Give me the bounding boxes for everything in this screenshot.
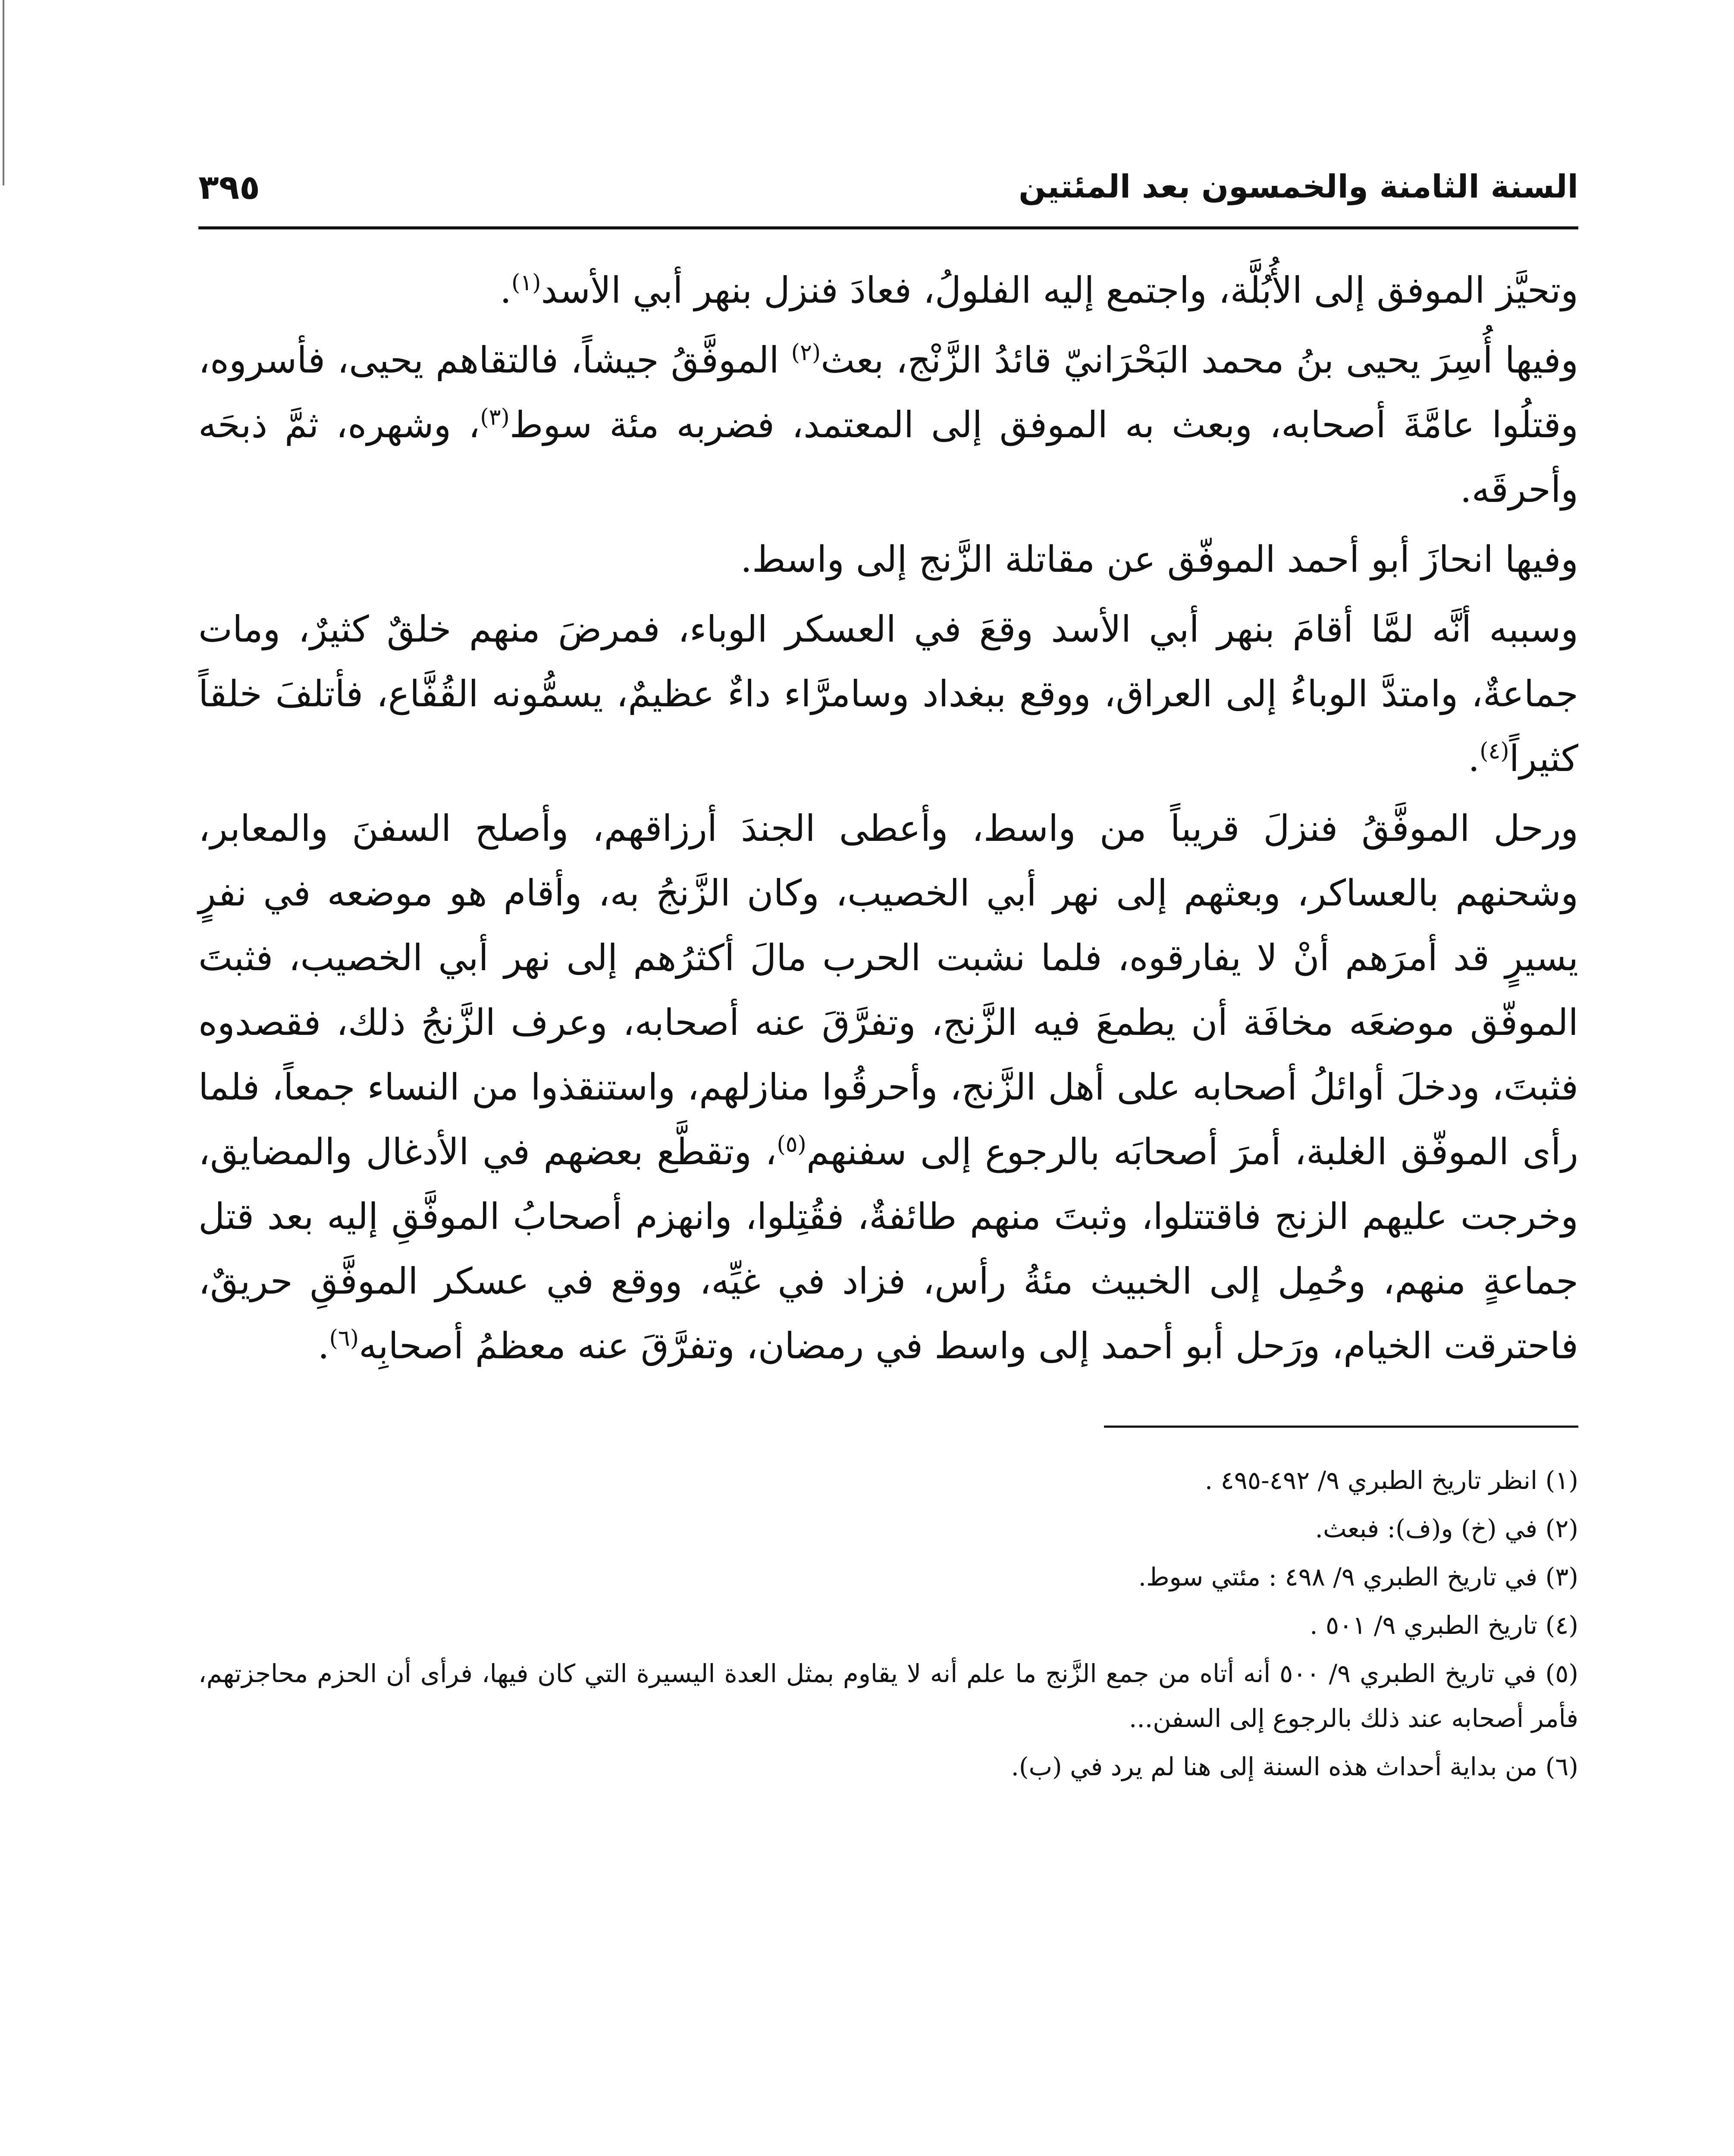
footnote-2: (٢) في (خ) و(ف): فبعث. bbox=[1315, 1514, 1578, 1543]
footnote-1: (١) انظر تاريخ الطبري ٩/ ٤٩٢-٤٩٥ . bbox=[1204, 1466, 1578, 1495]
paragraph-5 bbox=[198, 796, 1578, 1378]
footnote-ref: (١) bbox=[511, 270, 541, 296]
page-header bbox=[198, 142, 1578, 241]
paragraph-end: . bbox=[317, 1325, 329, 1367]
footnote-4: (٤) تاريخ الطبري ٩/ ٥٠١ . bbox=[1310, 1611, 1578, 1640]
header-rule bbox=[198, 226, 1578, 229]
paragraph-text: وتحيَّز الموفق إلى الأُبُلَّة، واجتمع إليه الفلولُ، فعادَ فنزل بنهر أبي الأسد bbox=[541, 269, 1578, 311]
page-number: ٣٩٥ bbox=[198, 168, 260, 207]
footnote-3: (٣) في تاريخ الطبري ٩/ ٤٩٨ : مئتي سوط. bbox=[1138, 1562, 1578, 1592]
book-page bbox=[198, 142, 1578, 1792]
paragraph-end: . bbox=[500, 269, 511, 311]
paragraph-4 bbox=[198, 597, 1578, 791]
footnote-ref: (٣) bbox=[480, 404, 510, 430]
paragraph-middle: الموفَّقُ جيشاً، فالتقاهم يحيى، فأسروه، وقتلُوا عامَّةَ أصحابه، وبعث به الموفق إلى المعتمد، فضربه مئة سوط bbox=[198, 339, 1578, 446]
footnote-5: (٥) في تاريخ الطبري ٩/ ٥٠٠ أنه أتاه من جمع الزَّنج ما علم أنه لا يقاوم بمثل العدة اليسيرة التي كان فيها، فرأى أن الحزم محاجزتهم، فأمر أصحابه عند ذلك بالرجوع إلى السفن... bbox=[198, 1659, 1578, 1733]
footnote-ref: (٤) bbox=[1480, 738, 1509, 764]
paragraph-text: وفيها انحازَ أبو أحمد الموفّق عن مقاتلة الزَّنج إلى واسط. bbox=[740, 538, 1578, 580]
footnote-ref: (٢) bbox=[791, 340, 821, 366]
paragraph-2 bbox=[198, 328, 1578, 522]
paragraph-text: ورحل الموفَّقُ فنزلَ قريباً من واسط، وأعطى الجندَ أرزاقهم، وأصلح السفنَ والمعابر، وشحنهم بالعساكر، وبعثهم إلى نهر أبي الخصيب، وكان الزَّنجُ به، وأقام هو موضعه في نفرٍ يسيرٍ قد أمرَهم أنْ لا يفارقوه، فلما نشبت الحرب مالَ أكثرُهم إلى نهر أبي الخصيب، فثبتَ الموفّق موضعَه مخافَة أن يطمعَ فيه الزَّنج، وتفرَّقَ عنه أصحابه، وعرف الزَّنجُ ذلك، فقصدوه فثبتَ، ودخلَ أوائلُ أصحابه على أهل الزَّنج، وأحرقُوا منازلهم، واستنقذوا من النساء جمعاً، فلما رأى الموفّق الغلبة، أمرَ أصحابَه بالرجوع إلى سفنهم bbox=[198, 807, 1578, 1173]
footnote-6: (٦) من بداية أحداث هذه السنة إلى هنا لم يرد في (ب). bbox=[1011, 1752, 1578, 1781]
footnote-ref: (٦) bbox=[329, 1326, 359, 1351]
footnotes bbox=[198, 1458, 1578, 1789]
paragraph-1 bbox=[198, 258, 1578, 323]
main-text bbox=[198, 258, 1578, 1378]
footnote-rule bbox=[1104, 1426, 1578, 1428]
running-title: السنة الثامنة والخمسون بعد المئتين bbox=[1019, 168, 1578, 205]
paragraph-3 bbox=[198, 527, 1578, 592]
paragraph-text: وسببه أنَّه لمَّا أقامَ بنهر أبي الأسد وقعَ في العسكر الوباء، فمرضَ منهم خلقٌ كثيرٌ، ومات جماعةٌ، وامتدَّ الوباءُ إلى العراق، ووقع ببغداد وسامرَّاء داءٌ عظيمٌ، يسمُّونه القُفَّاع، فأتلفَ خلقاً كثيراً bbox=[198, 608, 1578, 780]
paragraph-middle: ، وتقطَّع بعضهم في الأدغال والمضايق، وخرجت عليهم الزنج فاقتتلوا، وثبتَ منهم طائفةٌ، فقُتِلوا، وانهزم أصحابُ الموفَّقِ إليه بعد قتل جماعةٍ منهم، وحُمِل إلى الخبيث مئةُ رأس، فزاد في غيِّه، ووقع في عسكر الموفَّقِ حريقٌ، فاحترقت الخيام، ورَحل أبو أحمد إلى واسط في رمضان، وتفرَّقَ عنه معظمُ أصحابِه bbox=[198, 1131, 1578, 1367]
paragraph-end: . bbox=[1468, 737, 1480, 780]
paragraph-text: وفيها أُسِرَ يحيى بنُ محمد البَحْرَانيّ قائدُ الزَّنْج، بعث bbox=[821, 339, 1579, 381]
footnote-ref: (٥) bbox=[777, 1131, 806, 1157]
scan-edge-line bbox=[3, 0, 4, 185]
paragraph-end: ، وشهره، ثمَّ ذبحَه وأحرقَه. bbox=[198, 404, 1578, 511]
